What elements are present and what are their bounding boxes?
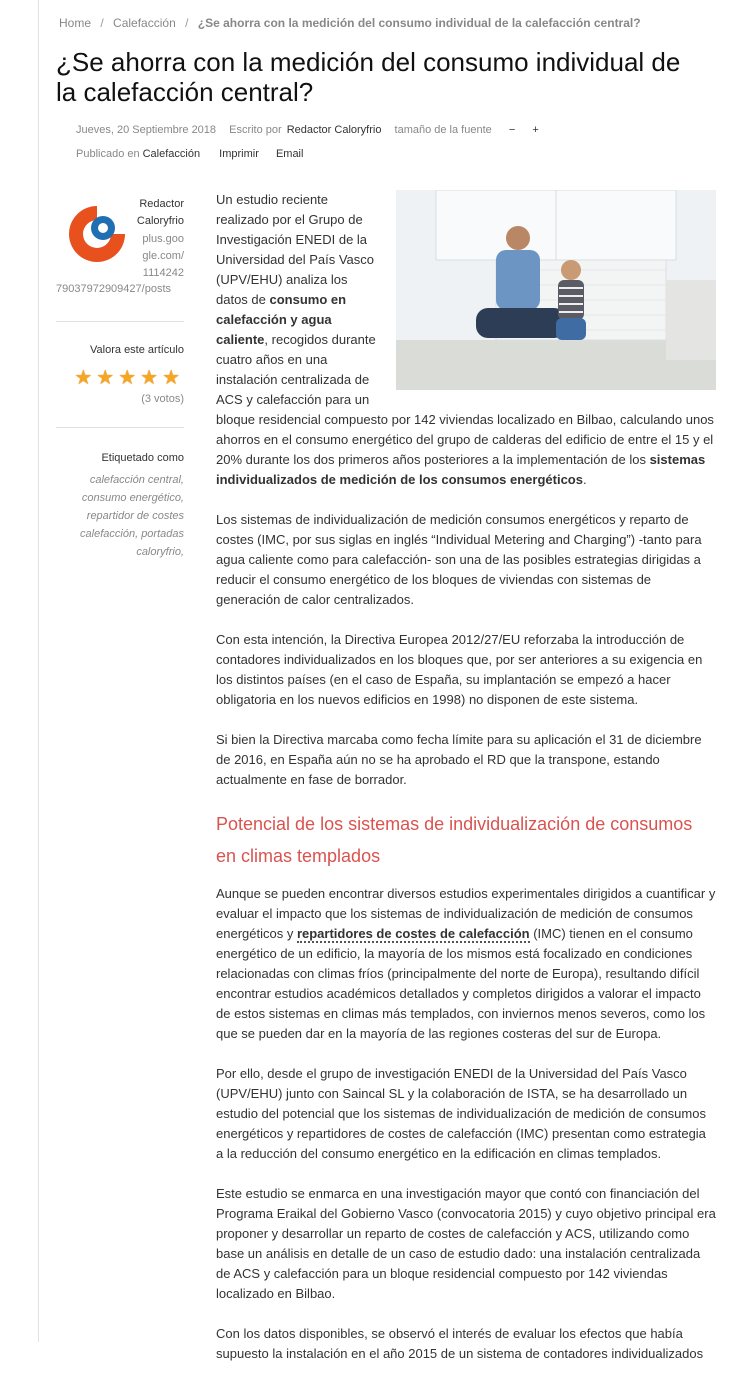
breadcrumb-separator: /	[100, 16, 104, 30]
breadcrumb-home[interactable]: Home	[59, 16, 92, 30]
rating-votes: (3 votos)	[141, 393, 184, 405]
text: , recogidos durante cuatro años en una instalación centralizada de ACS y calefacción para un bloque residencial compuesto por 142 viviendas localizado en Bilbao, calculando unos ahorros en el consumo energético del grupo de calderas del edificio de entre el 15 y el 20% durante los dos primeros años posteriores a la implementación de los	[216, 332, 714, 467]
article-photo	[396, 190, 716, 390]
author-profile-link-tail[interactable]: 79037972909427/posts	[56, 283, 171, 295]
sidebar-divider	[56, 321, 184, 322]
family-radiator-image	[396, 190, 716, 390]
inline-link[interactable]: repartidores de costes de calefacción	[296, 926, 530, 941]
print-link[interactable]: Imprimir	[219, 148, 259, 160]
page-title: ¿Se ahorra con la medición del consumo individual de la calefacción central?	[56, 47, 681, 107]
author-link[interactable]: Redactor Caloryfrio	[286, 124, 382, 136]
tag-link[interactable]: calefacción, portadas	[80, 528, 184, 540]
font-increase-button[interactable]: +	[532, 124, 539, 136]
tag-link[interactable]: repartidor de costes	[86, 510, 184, 522]
font-decrease-button[interactable]: −	[508, 124, 516, 136]
author-box	[56, 190, 184, 305]
tags-heading: Etiquetado como	[101, 452, 184, 464]
font-size-label: tamaño de la fuente	[394, 124, 492, 136]
star-icons[interactable]: ★★★★★	[74, 367, 184, 389]
paragraph: Si bien la Directiva marcaba como fecha límite para su aplicación el 31 de diciembre de 2016, en España aún no se ha aprobado el RD que la transpone, estando actualmente en fase de borrador.	[216, 732, 702, 787]
published-in-label: Publicado en	[76, 148, 140, 160]
paragraph	[216, 884, 716, 1044]
paragraph: Este estudio se enmarca en una investigación mayor que contó con financiación del Programa Eraikal del Gobierno Vasco (convocatoria 2015) y cuyo objetivo principal era proponer y desarrollar un reparto de costes de calefacción y ACS, utilizando como base un análisis en detalle de un caso de estudio dado: una instalación centralizada de ACS y calefacción para un bloque residencial compuesto por 142 viviendas localizado en Bilbao.	[216, 1186, 716, 1301]
breadcrumb-current: ¿Se ahorra con la medición del consumo individual de la calefacción central?	[197, 16, 641, 30]
breadcrumb	[59, 16, 647, 30]
bold-text: sistemas individualizados de medición de los consumos energéticos	[216, 452, 706, 487]
article-body	[216, 190, 716, 1384]
rating-stars[interactable]	[56, 365, 184, 390]
paragraph: Con los datos disponibles, se observó el interés de evaluar los efectos que había supuesto la instalación en el año 2015 de un sistema de contadores individualizados	[216, 1326, 704, 1361]
category-link[interactable]: Calefacción	[142, 148, 201, 160]
article-actions	[76, 148, 313, 160]
text: Un estudio reciente realizado por el Grupo de Investigación ENEDI de la Universidad del País Vasco (UPV/EHU) analiza los datos de	[216, 192, 375, 307]
text: .	[582, 472, 587, 487]
written-by-label: Escrito por	[229, 124, 282, 136]
text: (IMC) tienen en el consumo energético de un edificio, la mayoría de los mismos está focalizado en condiciones relacionadas con climas fríos (principalmente del norte de Europa), resultando difícil encontrar estudios académicos detallados y completos dirigidos a valorar el impacto de estos sistemas en climas más templados, con inviernos menos severos, como los que se pueden dar en la mayoría de las regiones costeras del sur de Europa.	[216, 926, 706, 1041]
author-name-line: Caloryfrio	[136, 215, 184, 227]
author-link-line: gle.com/	[142, 250, 184, 262]
article-meta	[76, 124, 549, 136]
article-page	[38, 0, 734, 1361]
breadcrumb-section[interactable]: Calefacción	[113, 16, 176, 30]
author-name-line: Redactor	[139, 198, 184, 210]
tag-link[interactable]: calefacción central,	[89, 474, 184, 486]
author-name[interactable]	[137, 196, 184, 230]
paragraph: Con esta intención, la Directiva Europea 2012/27/EU reforzaba la introducción de contadores individualizados en los bloques que, por ser anteriores a su exigencia en los distintos países (en el caso de España, su implantación se empezó a hacer obligatoria en los nuevos edificios en 1998) no disponen de este sistema.	[216, 632, 703, 707]
left-gutter	[0, 0, 39, 1342]
caloryfrio-logo-icon	[65, 202, 129, 266]
paragraph: Los sistemas de individualización de medición consumos energéticos y reparto de costes (IMC, por sus siglas en inglés “Individual Metering and Charging”) -tanto para agua caliente como para calefacción- son una de las posibles estrategias dirigidas a reducir el consumo energético de los bloques de viviendas con sistemas de generación de calor centralizados.	[216, 512, 702, 607]
author-link-line: 1114242	[142, 267, 184, 279]
tag-link[interactable]: consumo energético,	[81, 492, 184, 504]
rating-heading: Valora este artículo	[90, 344, 184, 356]
breadcrumb-separator: /	[185, 16, 189, 30]
article-date: Jueves, 20 Septiembre 2018	[76, 124, 217, 136]
text: Aunque se pueden encontrar diversos estudios experimentales dirigidos a cuantificar y evaluar el impacto que los sistemas de individualización de medición de consumos energéticos y	[216, 886, 716, 941]
author-link-line: plus.goo	[142, 233, 184, 245]
bold-text: consumo en calefacción y agua caliente	[216, 292, 347, 347]
sidebar-divider	[56, 427, 184, 428]
tag-link[interactable]: caloryfrio,	[136, 546, 184, 558]
section-heading: Potencial de los sistemas de individualización de consumos en climas templados	[216, 814, 693, 866]
tags-list	[56, 471, 184, 561]
email-link[interactable]: Email	[275, 148, 304, 160]
article-sidebar	[56, 190, 184, 561]
author-profile-link[interactable]	[142, 231, 184, 282]
paragraph: Por ello, desde el grupo de investigación ENEDI de la Universidad del País Vasco (UPV/EHU) junto con Saincal SL y la colaboración de ISTA, se ha desarrollado un estudio del potencial que los sistemas de individualización de medición de consumos energéticos y repartidores de costes de calefacción (IMC) presentan como estrategia a la reducción del consumo energético en la edificación en climas templados.	[216, 1066, 706, 1161]
